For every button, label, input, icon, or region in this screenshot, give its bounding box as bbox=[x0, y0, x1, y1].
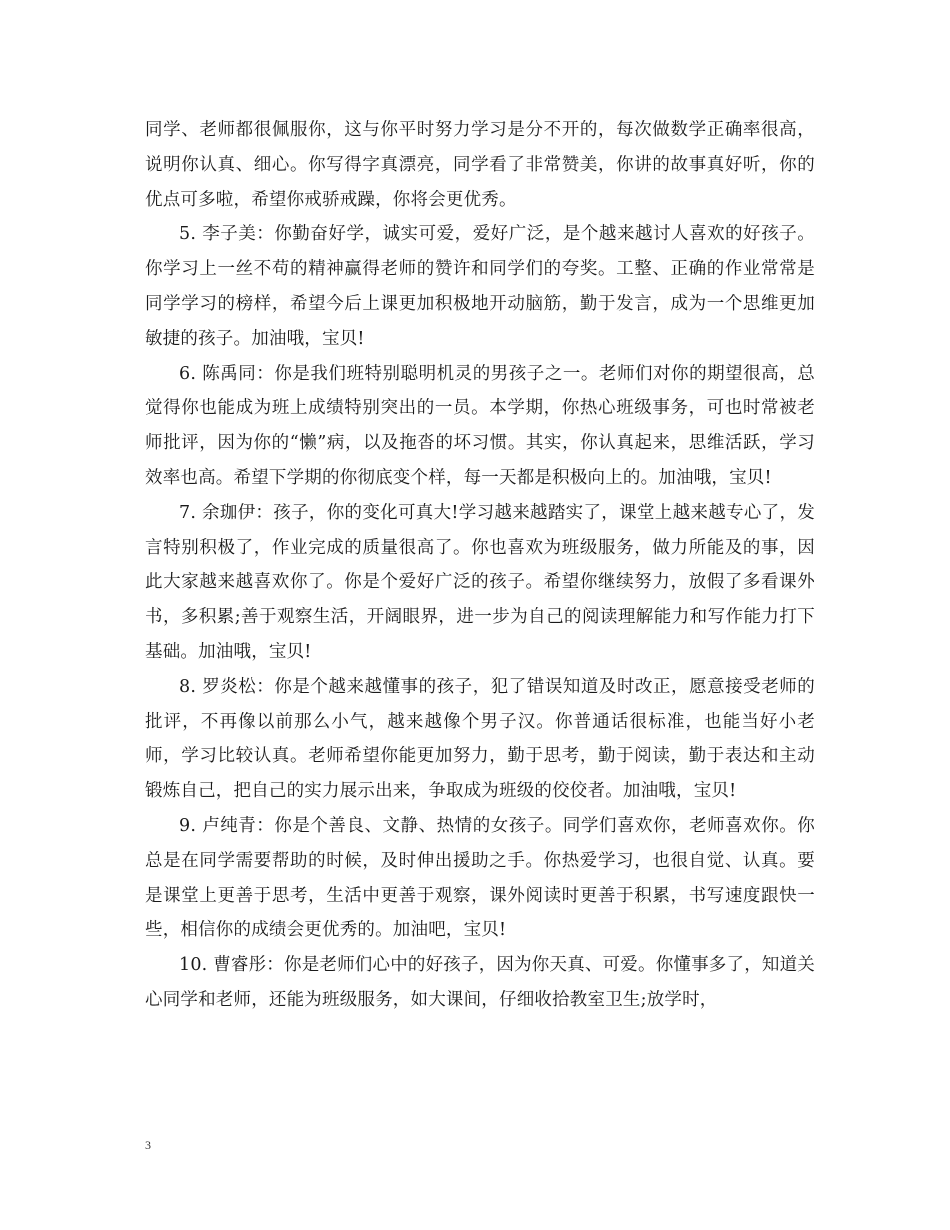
paragraph-comment-7: 7. 余珈伊：孩子，你的变化可真大!学习越来越踏实了，课堂上越来越专心了，发言特别积极了，作业完成的质量很高了。你也喜欢为班级服务，做力所能及的事，因此大家越来越喜欢你了。你是个爱好广泛的孩子。希望你继续努力，放假了多看课外书，多积累;善于观察生活，开阔眼界，进一步为自己的阅读理解能力和写作能力打下基础。加油哦，宝贝! bbox=[145, 502, 815, 662]
document-body bbox=[145, 113, 815, 1018]
paragraph-continuation: 同学、老师都很佩服你，这与你平时努力学习是分不开的，每次做数学正确率很高，说明你认真、细心。你写得字真漂亮，同学看了非常赞美，你讲的故事真好听，你的优点可多啦，希望你戒骄戒躁，你将会更优秀。 bbox=[145, 120, 815, 210]
paragraph-comment-8: 8. 罗炎松：你是个越来越懂事的孩子，犯了错误知道及时改正，愿意接受老师的批评，不再像以前那么小气，越来越像个男子汉。你普通话很标准，也能当好小老师，学习比较认真。老师希望你能更加努力，勤于思考，勤于阅读，勤于表达和主动锻炼自己，把自己的实力展示出来，争取成为班级的佼佼者。加油哦，宝贝! bbox=[145, 676, 815, 802]
paragraph-comment-5: 5. 李子美：你勤奋好学，诚实可爱，爱好广泛，是个越来越讨人喜欢的好孩子。你学习上一丝不苟的精神赢得老师的赞许和同学们的夸奖。工整、正确的作业常常是同学学习的榜样，希望今后上课更加积极地开动脑筋，勤于发言，成为一个思维更加敏捷的孩子。加油哦，宝贝! bbox=[145, 224, 815, 349]
paragraph-comment-9: 9. 卢纯青：你是个善良、文静、热情的女孩子。同学们喜欢你，老师喜欢你。你总是在同学需要帮助的时候，及时伸出援助之手。你热爱学习，也很自觉、认真。要是课堂上更善于思考，生活中更善于观察，课外阅读时更善于积累，书写速度跟快一些，相信你的成绩会更优秀的。加油吧，宝贝! bbox=[145, 815, 815, 941]
paragraph-comment-6: 6. 陈禹同：你是我们班特别聪明机灵的男孩子之一。老师们对你的期望很高，总觉得你也能成为班上成绩特别突出的一员。本学期，你热心班级事务，可也时常被老师批评，因为你的“懒”病，以及拖沓的坏习惯。其实，你认真起来，思维活跃，学习效率也高。希望下学期的你彻底变个样，每一天都是积极向上的。加油哦，宝贝! bbox=[145, 363, 815, 488]
page-number: 3 bbox=[145, 1138, 151, 1152]
paragraph-comment-10: 10. 曹睿彤：你是老师们心中的好孩子，因为你天真、可爱。你懂事多了，知道关心同学和老师，还能为班级服务，如大课间，仔细收拾教室卫生;放学时， bbox=[145, 955, 815, 1010]
